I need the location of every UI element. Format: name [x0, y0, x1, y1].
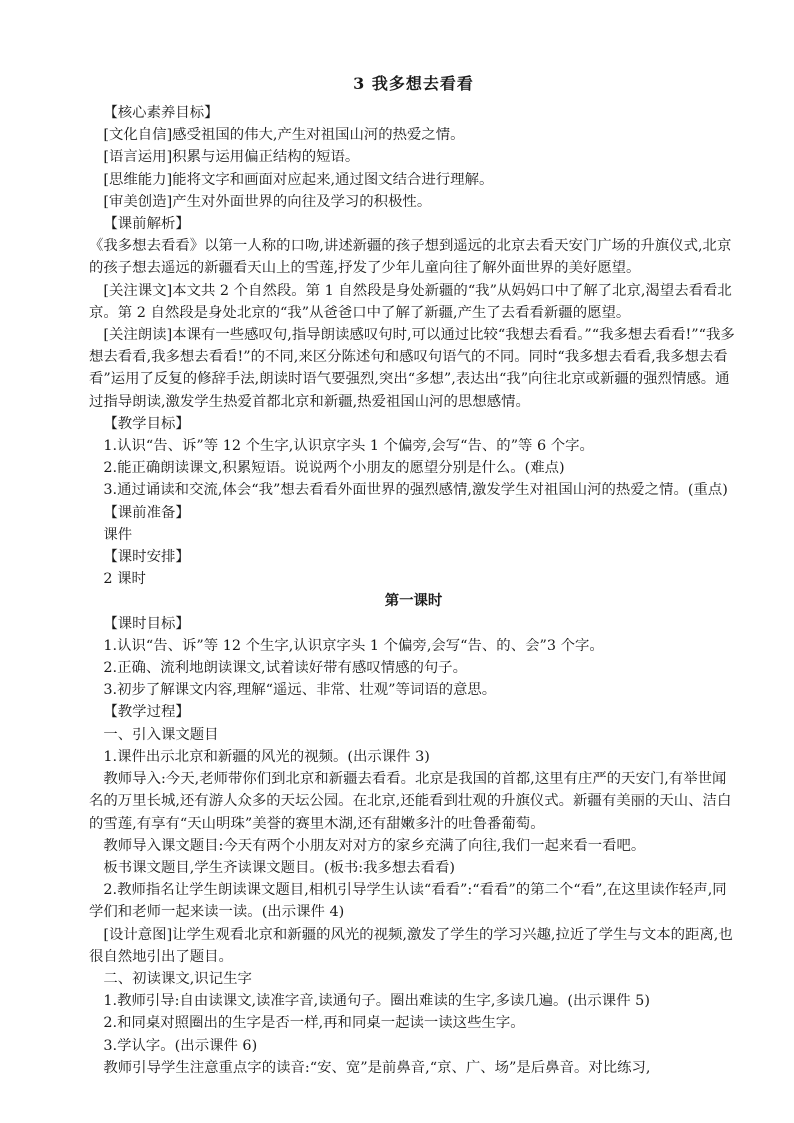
process-2-step-3: 3.学认字。(出示课件 6) — [103, 1037, 258, 1054]
core-goal-2: [语言运用]积累与运用偏正结构的短语。 — [103, 149, 360, 166]
section-heading-analysis: 【课前解析】 — [103, 216, 190, 233]
analysis-paragraph-1: 《我多想去看看》以第一人称的口吻,讲述新疆的孩子想到遥远的北京去看天安门广场的升旗仪式,北京的孩子想去遥远的新疆看天山上的雪莲,抒发了少年儿童向往了解外面世界的美好愿望。 — [89, 238, 732, 277]
section-heading-core: 【核心素养目标】 — [103, 105, 219, 121]
core-goal-4: [审美创造]产生对外面世界的向往及学习的积极性。 — [103, 193, 432, 210]
teaching-goal-1: 1.认识“告、诉”等 12 个生字,认识京字头 1 个偏旁,会写“告、的”等 6 个字。 — [103, 438, 594, 455]
teaching-goal-3: 3.通过诵读和交流,体会“我”想去看看外面世界的强烈感情,激发学生对祖国山河的热爱之情。(重点) — [103, 482, 728, 499]
section-heading-schedule: 【课时安排】 — [103, 549, 190, 566]
lesson-goal-3: 3.初步了解课文内容,理解“遥远、非常、壮观”等词语的意思。 — [103, 682, 497, 699]
process-1-step-5: 2.教师指名让学生朗读课文题目,相机引导学生认读“看看”:“看看”的第二个“看”,在这里读作轻声,同学们和老师一起来读一读。(出示课件 4) — [89, 882, 727, 921]
process-part-1: 一、引入课文题目 — [103, 726, 219, 743]
core-goal-1: [文化自信]感受祖国的伟大,产生对祖国山河的热爱之情。 — [103, 127, 465, 144]
lesson-goal-2: 2.正确、流利地朗读课文,试着读好带有感叹情感的句子。 — [103, 660, 468, 677]
section-heading-process: 【教学过程】 — [103, 704, 190, 721]
process-2-step-1: 1.教师引导:自由读课文,读准字音,读通句子。圈出难读的生字,多读几遍。(出示课件 5) — [103, 993, 650, 1010]
design-intent-1: [设计意图]让学生观看北京和新疆的风光的视频,激发了学生的学习兴趣,拉近了学生与文本的距离,也很自然地引出了题目。 — [89, 926, 733, 965]
process-1-step-4: 板书课文题目,学生齐读课文题目。(板书:我多想去看看) — [103, 859, 456, 876]
teaching-goal-2: 2.能正确朗读课文,积累短语。说说两个小朋友的愿望分别是什么。(难点) — [103, 460, 565, 477]
core-goal-3: [思维能力]能将文字和画面对应起来,通过图文结合进行理解。 — [103, 171, 494, 188]
section-heading-goals: 【教学目标】 — [103, 415, 190, 432]
process-1-step-2: 教师导入:今天,老师带你们到北京和新疆去看看。北京是我国的首都,这里有庄严的天安门,有举世闻名的万里长城,还有游人众多的天坛公园。在北京,还能看到壮观的升旗仪式。新疆有美丽的天山、洁白的雪莲,有享有“天山明珠”美誉的赛里木湖,还有甜嫩多汁的吐鲁番葡萄。 — [89, 771, 732, 832]
prep-text: 课件 — [103, 526, 133, 543]
analysis-paragraph-2: [关注课文]本文共 2 个自然段。第 1 自然段是身处新疆的“我”从妈妈口中了解了北京,渴望去看看北京。第 2 自然段是身处北京的“我”从爸爸口中了解了新疆,产生了去看看新疆的愿望。 — [89, 282, 732, 321]
process-2-step-4: 教师引导学生注意重点字的读音:“安、宽”是前鼻音,“京、广、场”是后鼻音。对比练习, — [103, 1059, 651, 1076]
section-heading-lesson-goals: 【课时目标】 — [103, 615, 190, 632]
analysis-paragraph-3: [关注朗读]本课有一些感叹句,指导朗读感叹句时,可以通过比较“我想去看看。”“我多想去看看!”“我多想去看看,我多想去看看!”的不同,来区分陈述句和感叹句语气的不同。同时“我多想去看看,我多想去看看”运用了反复的修辞手法,朗读时语气要强烈,突出“多想”,表达出“我”向往北京或新疆的强烈情感。通过指导朗读,激发学生热爱首都北京和新疆,热爱祖国山河的思想感情。 — [89, 327, 735, 410]
process-1-step-1: 1.课件出示北京和新疆的风光的视频。(出示课件 3) — [103, 748, 430, 765]
lesson-title: 3 我多想去看看 — [353, 74, 474, 93]
schedule-text: 2 课时 — [103, 571, 146, 588]
process-2-step-2: 2.和同桌对照圈出的生字是否一样,再和同桌一起读一读这些生字。 — [103, 1015, 525, 1032]
section-heading-prep: 【课前准备】 — [103, 504, 190, 521]
process-1-step-3: 教师导入课文题目:今天有两个小朋友对对方的家乡充满了向往,我们一起来看一看吧。 — [103, 837, 646, 854]
process-part-2: 二、初读课文,识记生字 — [103, 970, 252, 987]
lesson-1-title: 第一课时 — [384, 592, 443, 610]
lesson-goal-1: 1.认识“告、诉”等 12 个生字,认识京字头 1 个偏旁,会写“告、的、会”3 个字。 — [103, 637, 604, 654]
